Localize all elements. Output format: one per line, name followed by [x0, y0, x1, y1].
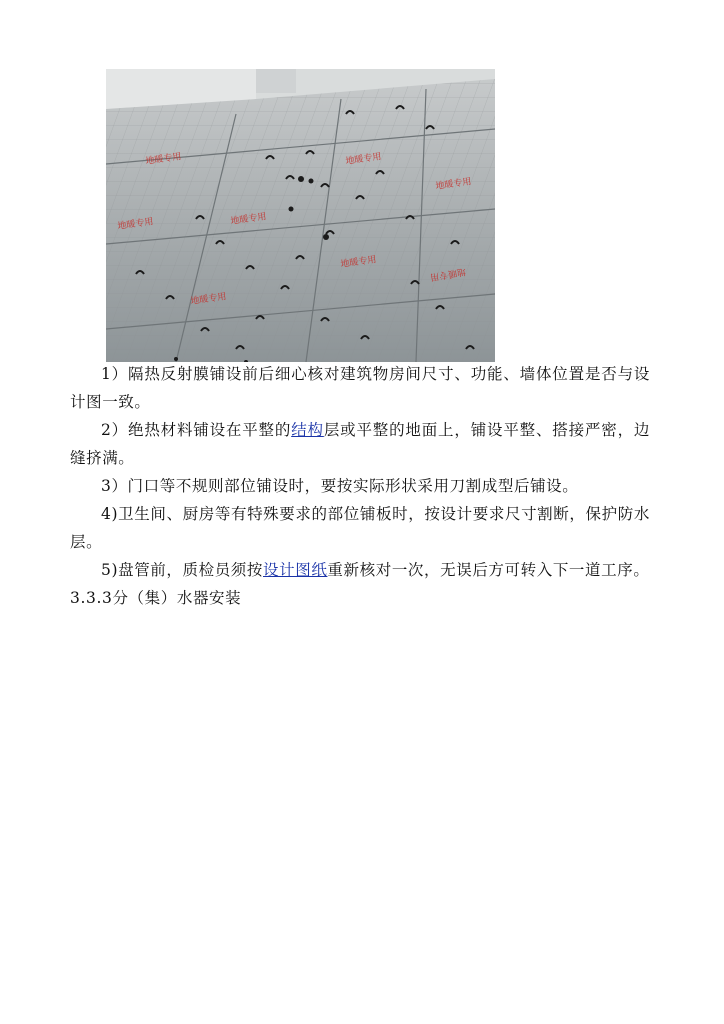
- floor-label: 地暖专用: [230, 212, 268, 227]
- floor-label: 地暖专用: [340, 255, 378, 270]
- floor-photo-drawing: [106, 69, 495, 362]
- design-drawings-link[interactable]: 设计图纸: [263, 561, 328, 579]
- floor-label: 地暖专用: [429, 265, 467, 282]
- paragraph-3: 3）门口等不规则部位铺设时，要按实际形状采用刀割成型后铺设。: [101, 477, 579, 495]
- paragraph-2-text-b: 层或平整的地面上，铺设平整、搭接严密，边缝挤满。: [70, 421, 650, 467]
- paragraph-4: 4)卫生间、厨房等有特殊要求的部位铺板时，按设计要求尺寸割断，保护防水层。: [70, 505, 650, 551]
- paragraph-5-text-a: 5)盘管前，质检员须按: [101, 561, 264, 579]
- body-text: [70, 360, 650, 612]
- paragraph-2: [70, 416, 650, 472]
- paragraph-5-text-b: 重新核对一次，无误后方可转入下一道工序。: [327, 561, 650, 579]
- structure-link[interactable]: 结构: [291, 421, 324, 439]
- paragraph-5: [70, 556, 650, 584]
- floor-label: 地暖专用: [345, 152, 383, 167]
- floor-insulation-photo: [106, 69, 495, 362]
- floor-label: 地暖专用: [117, 217, 155, 232]
- floor-label: 地暖专用: [190, 292, 228, 307]
- paragraph-1: 1）隔热反射膜铺设前后细心核对建筑物房间尺寸、功能、墙体位置是否与设计图一致。: [70, 365, 650, 411]
- paragraph-2-text-a: 2）绝热材料铺设在平整的: [101, 421, 292, 439]
- floor-label: 地暖专用: [145, 152, 183, 167]
- floor-label: 地暖专用: [435, 177, 473, 192]
- section-heading: 3.3.3分（集）水器安装: [70, 589, 242, 607]
